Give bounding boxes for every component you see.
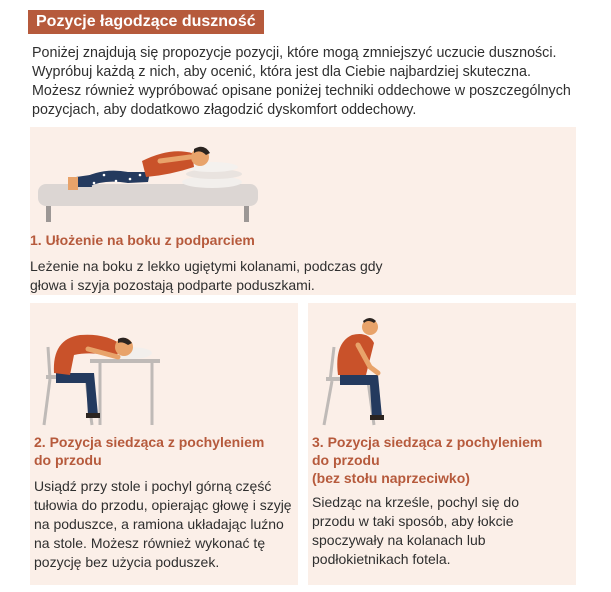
person-leaning-on-knees-icon xyxy=(308,303,576,428)
person-lying-on-side-icon xyxy=(30,127,576,227)
card-title: 3. Pozycja siedząca z pochyleniem do przodu (bez stołu naprzeciwko) xyxy=(312,434,543,486)
card-description: Siedząc na krześle, pochyl się do przodu w taki sposób, aby łokcie spoczywały na kolanach lub podłokietnikach fotela. xyxy=(312,494,519,567)
position-card-table-lean xyxy=(30,303,298,585)
page-title: Pozycje łagodzące duszność xyxy=(28,10,264,34)
position-card-side-lying xyxy=(30,127,576,295)
person-leaning-on-table-icon xyxy=(30,303,298,428)
card-description: Leżenie na boku z lekko ugiętymi kolanami, podczas gdy głowa i szyja pozostają podparte poduszkami. xyxy=(30,258,383,293)
card-description: Usiądź przy stole i pochyl górną część tułowia do przodu, opierając głowę i szyję na poduszce, a ramiona układając luźno na stole. Możesz również wykonać tę pozycję bez użycia poduszek. xyxy=(34,478,292,570)
intro-paragraph: Poniżej znajdują się propozycje pozycji, które mogą zmniejszyć uczucie duszności. Wypróbuj każdą z nich, aby ocenić, która jest dla Ciebie najbardziej skuteczna. Możesz również wypróbować opisane poniżej techniki oddechowe w poszczególnych pozycjach, aby dodatkowo złagodzić dyskomfort oddechowy. xyxy=(32,45,571,118)
position-card-knee-lean xyxy=(308,303,576,585)
card-title: 1. Ułożenie na boku z podparciem xyxy=(30,232,255,248)
card-title: 2. Pozycja siedząca z pochyleniem do przodu xyxy=(34,434,265,468)
